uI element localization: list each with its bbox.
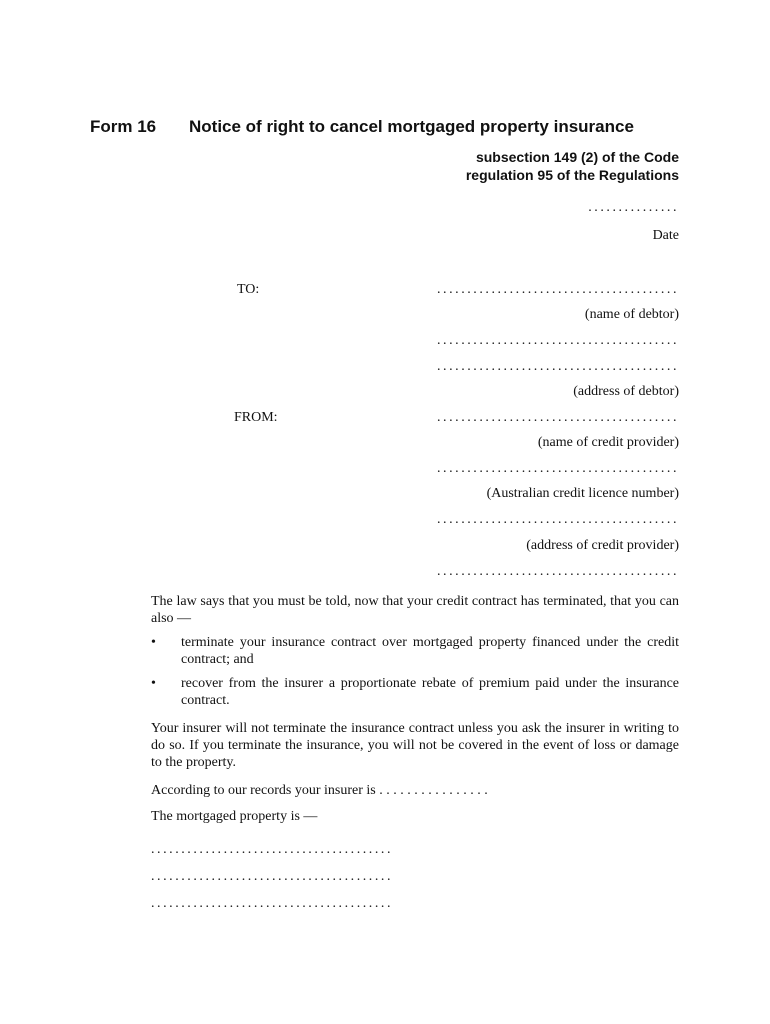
to-label: TO: bbox=[237, 282, 260, 297]
credit-provider-name-caption: (name of credit provider) bbox=[537, 435, 679, 450]
bullet-text: terminate your insurance contract over mortgaged property financed under the credit contract; and bbox=[181, 635, 679, 667]
property-blank-2: ........................................ bbox=[151, 869, 393, 884]
property-blank-3: ........................................ bbox=[151, 896, 393, 911]
bullet-item-terminate bbox=[151, 634, 679, 668]
credit-provider-name-blank: ........................................ bbox=[437, 410, 679, 425]
insurer-line: According to our records your insurer is . . . . . . . . . . . . . . . . bbox=[151, 783, 488, 798]
debtor-name-blank: ........................................ bbox=[437, 282, 679, 297]
credit-provider-address-caption: (address of credit provider) bbox=[526, 538, 679, 553]
bullet-text: recover from the insurer a proportionate rebate of premium paid under the insurance contract. bbox=[181, 676, 679, 708]
form-number: Form 16 bbox=[90, 117, 157, 136]
warning-paragraph: Your insurer will not terminate the insurance contract unless you ask the insurer in writing to do so. If you terminate the insurance, you will not be covered in the event of loss or damage to the property. bbox=[151, 721, 679, 770]
bullet-marker: • bbox=[151, 635, 156, 650]
debtor-address-blank-2: ........................................ bbox=[437, 359, 679, 374]
debtor-name-caption: (name of debtor) bbox=[584, 307, 679, 322]
bullet-marker: • bbox=[151, 676, 156, 691]
credit-provider-address-blank: ........................................ bbox=[437, 512, 679, 527]
date-label: Date bbox=[652, 228, 679, 243]
from-label: FROM: bbox=[234, 410, 278, 425]
form-title: Notice of right to cancel mortgaged property insurance bbox=[189, 117, 634, 136]
property-line: The mortgaged property is — bbox=[151, 809, 318, 824]
date-blank: ............... bbox=[588, 200, 679, 215]
credit-licence-blank: ........................................ bbox=[437, 461, 679, 476]
intro-paragraph: The law says that you must be told, now that your credit contract has terminated, that you can also — bbox=[151, 594, 679, 626]
code-reference: subsection 149 (2) of the Code bbox=[475, 149, 679, 165]
regulation-reference: regulation 95 of the Regulations bbox=[465, 167, 679, 183]
property-blank-1: ........................................ bbox=[151, 842, 393, 857]
debtor-address-caption: (address of debtor) bbox=[573, 384, 679, 399]
credit-provider-address-blank-2: ........................................ bbox=[437, 564, 679, 579]
bullet-item-recover bbox=[151, 675, 679, 709]
debtor-address-blank-1: ........................................ bbox=[437, 333, 679, 348]
credit-licence-caption: (Australian credit licence number) bbox=[486, 486, 679, 501]
